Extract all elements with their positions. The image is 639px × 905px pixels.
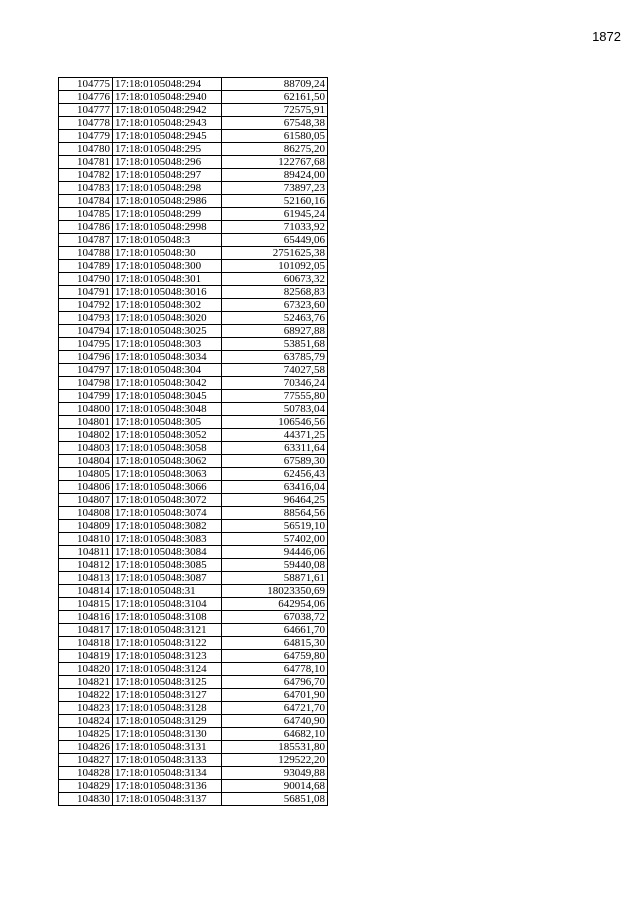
row-number-cell: 104830 <box>59 793 113 806</box>
cadastral-value-cell: 70346,24 <box>222 377 328 390</box>
cadastral-value-cell: 67589,30 <box>222 455 328 468</box>
row-number-cell: 104777 <box>59 104 113 117</box>
row-number-cell: 104791 <box>59 286 113 299</box>
cadastral-number-cell: 17:18:0105048:3130 <box>113 728 222 741</box>
row-number-cell: 104818 <box>59 637 113 650</box>
row-number-cell: 104792 <box>59 299 113 312</box>
cadastral-value-cell: 88564,56 <box>222 507 328 520</box>
row-number-cell: 104811 <box>59 546 113 559</box>
row-number-cell: 104822 <box>59 689 113 702</box>
cadastral-value-cell: 64721,70 <box>222 702 328 715</box>
row-number-cell: 104798 <box>59 377 113 390</box>
cadastral-value-cell: 63416,04 <box>222 481 328 494</box>
cadastral-value-cell: 96464,25 <box>222 494 328 507</box>
cadastral-number-cell: 17:18:0105048:299 <box>113 208 222 221</box>
row-number-cell: 104819 <box>59 650 113 663</box>
cadastral-number-cell: 17:18:0105048:3083 <box>113 533 222 546</box>
cadastral-number-cell: 17:18:0105048:3122 <box>113 637 222 650</box>
cadastral-value-cell: 44371,25 <box>222 429 328 442</box>
cadastral-value-cell: 56851,08 <box>222 793 328 806</box>
cadastral-number-cell: 17:18:0105048:295 <box>113 143 222 156</box>
row-number-cell: 104784 <box>59 195 113 208</box>
row-number-cell: 104794 <box>59 325 113 338</box>
table-row <box>59 390 328 403</box>
row-number-cell: 104797 <box>59 364 113 377</box>
row-number-cell: 104787 <box>59 234 113 247</box>
row-number-cell: 104788 <box>59 247 113 260</box>
cadastral-number-cell: 17:18:0105048:3045 <box>113 390 222 403</box>
cadastral-value-cell: 77555,80 <box>222 390 328 403</box>
cadastral-number-cell: 17:18:0105048:3052 <box>113 429 222 442</box>
row-number-cell: 104808 <box>59 507 113 520</box>
table-row <box>59 546 328 559</box>
cadastral-value-cell: 63311,64 <box>222 442 328 455</box>
cadastral-number-cell: 17:18:0105048:3134 <box>113 767 222 780</box>
row-number-cell: 104814 <box>59 585 113 598</box>
cadastral-value-cell: 50783,04 <box>222 403 328 416</box>
cadastral-number-cell: 17:18:0105048:2943 <box>113 117 222 130</box>
cadastral-value-cell: 82568,83 <box>222 286 328 299</box>
table-row <box>59 169 328 182</box>
table-row <box>59 702 328 715</box>
table-row <box>59 416 328 429</box>
row-number-cell: 104810 <box>59 533 113 546</box>
row-number-cell: 104827 <box>59 754 113 767</box>
cadastral-value-cell: 71033,92 <box>222 221 328 234</box>
cadastral-number-cell: 17:18:0105048:3058 <box>113 442 222 455</box>
row-number-cell: 104793 <box>59 312 113 325</box>
row-number-cell: 104807 <box>59 494 113 507</box>
cadastral-value-cell: 64796,70 <box>222 676 328 689</box>
cadastral-number-cell: 17:18:0105048:3087 <box>113 572 222 585</box>
cadastral-value-cell: 18023350,69 <box>222 585 328 598</box>
table-row <box>59 780 328 793</box>
table-row <box>59 403 328 416</box>
row-number-cell: 104812 <box>59 559 113 572</box>
row-number-cell: 104785 <box>59 208 113 221</box>
row-number-cell: 104825 <box>59 728 113 741</box>
table-row <box>59 143 328 156</box>
cadastral-value-cell: 63785,79 <box>222 351 328 364</box>
table-row <box>59 273 328 286</box>
table-row <box>59 767 328 780</box>
cadastral-value-cell: 72575,91 <box>222 104 328 117</box>
row-number-cell: 104813 <box>59 572 113 585</box>
cadastral-number-cell: 17:18:0105048:3066 <box>113 481 222 494</box>
table-row <box>59 299 328 312</box>
table-row <box>59 572 328 585</box>
cadastral-value-cell: 56519,10 <box>222 520 328 533</box>
cadastral-value-cell: 94446,06 <box>222 546 328 559</box>
table-row <box>59 650 328 663</box>
table-row <box>59 507 328 520</box>
table-row <box>59 130 328 143</box>
cadastral-value-cell: 61945,24 <box>222 208 328 221</box>
row-number-cell: 104786 <box>59 221 113 234</box>
cadastral-number-cell: 17:18:0105048:303 <box>113 338 222 351</box>
table-row <box>59 494 328 507</box>
cadastral-number-cell: 17:18:0105048:3042 <box>113 377 222 390</box>
cadastral-number-cell: 17:18:0105048:3129 <box>113 715 222 728</box>
row-number-cell: 104824 <box>59 715 113 728</box>
table-row <box>59 312 328 325</box>
cadastral-value-cell: 60673,32 <box>222 273 328 286</box>
cadastral-value-cell: 53851,68 <box>222 338 328 351</box>
table-row <box>59 520 328 533</box>
row-number-cell: 104802 <box>59 429 113 442</box>
table-row <box>59 676 328 689</box>
cadastral-value-cell: 68927,88 <box>222 325 328 338</box>
row-number-cell: 104778 <box>59 117 113 130</box>
table-row <box>59 468 328 481</box>
row-number-cell: 104828 <box>59 767 113 780</box>
table-row <box>59 559 328 572</box>
cadastral-number-cell: 17:18:0105048:2942 <box>113 104 222 117</box>
cadastral-value-cell: 74027,58 <box>222 364 328 377</box>
cadastral-number-cell: 17:18:0105048:3062 <box>113 455 222 468</box>
row-number-cell: 104817 <box>59 624 113 637</box>
cadastral-number-cell: 17:18:0105048:31 <box>113 585 222 598</box>
cadastral-value-cell: 2751625,38 <box>222 247 328 260</box>
cadastral-value-cell: 52463,76 <box>222 312 328 325</box>
cadastral-number-cell: 17:18:0105048:3121 <box>113 624 222 637</box>
table-row <box>59 286 328 299</box>
cadastral-value-cell: 67323,60 <box>222 299 328 312</box>
table-row <box>59 377 328 390</box>
table-row <box>59 429 328 442</box>
row-number-cell: 104779 <box>59 130 113 143</box>
cadastral-number-cell: 17:18:0105048:3048 <box>113 403 222 416</box>
cadastral-number-cell: 17:18:0105048:3104 <box>113 598 222 611</box>
row-number-cell: 104809 <box>59 520 113 533</box>
table-row <box>59 689 328 702</box>
table-row <box>59 260 328 273</box>
cadastral-number-cell: 17:18:0105048:3 <box>113 234 222 247</box>
cadastral-number-cell: 17:18:0105048:294 <box>113 78 222 91</box>
cadastral-number-cell: 17:18:0105048:3020 <box>113 312 222 325</box>
row-number-cell: 104821 <box>59 676 113 689</box>
cadastral-value-table <box>58 77 328 806</box>
cadastral-number-cell: 17:18:0105048:3127 <box>113 689 222 702</box>
table-row <box>59 637 328 650</box>
table-row <box>59 182 328 195</box>
table-row <box>59 351 328 364</box>
row-number-cell: 104776 <box>59 91 113 104</box>
table-body <box>59 78 328 806</box>
cadastral-value-cell: 62161,50 <box>222 91 328 104</box>
cadastral-value-cell: 57402,00 <box>222 533 328 546</box>
cadastral-number-cell: 17:18:0105048:3034 <box>113 351 222 364</box>
cadastral-number-cell: 17:18:0105048:304 <box>113 364 222 377</box>
table-row <box>59 533 328 546</box>
cadastral-number-cell: 17:18:0105048:3123 <box>113 650 222 663</box>
cadastral-number-cell: 17:18:0105048:3136 <box>113 780 222 793</box>
cadastral-value-cell: 89424,00 <box>222 169 328 182</box>
cadastral-value-cell: 86275,20 <box>222 143 328 156</box>
row-number-cell: 104790 <box>59 273 113 286</box>
table-row <box>59 754 328 767</box>
cadastral-number-cell: 17:18:0105048:3125 <box>113 676 222 689</box>
row-number-cell: 104796 <box>59 351 113 364</box>
table-row <box>59 624 328 637</box>
page-number: 1872 <box>592 29 621 44</box>
row-number-cell: 104799 <box>59 390 113 403</box>
table-row <box>59 338 328 351</box>
cadastral-value-cell: 642954,06 <box>222 598 328 611</box>
cadastral-number-cell: 17:18:0105048:3016 <box>113 286 222 299</box>
cadastral-number-cell: 17:18:0105048:3128 <box>113 702 222 715</box>
cadastral-number-cell: 17:18:0105048:3084 <box>113 546 222 559</box>
table-row <box>59 442 328 455</box>
row-number-cell: 104816 <box>59 611 113 624</box>
cadastral-value-cell: 58871,61 <box>222 572 328 585</box>
cadastral-value-cell: 64815,30 <box>222 637 328 650</box>
cadastral-number-cell: 17:18:0105048:3124 <box>113 663 222 676</box>
cadastral-number-cell: 17:18:0105048:30 <box>113 247 222 260</box>
row-number-cell: 104801 <box>59 416 113 429</box>
row-number-cell: 104823 <box>59 702 113 715</box>
cadastral-value-cell: 93049,88 <box>222 767 328 780</box>
cadastral-value-cell: 73897,23 <box>222 182 328 195</box>
table-row <box>59 234 328 247</box>
table-row <box>59 325 328 338</box>
cadastral-number-cell: 17:18:0105048:3133 <box>113 754 222 767</box>
cadastral-value-cell: 88709,24 <box>222 78 328 91</box>
cadastral-value-cell: 122767,68 <box>222 156 328 169</box>
cadastral-value-cell: 106546,56 <box>222 416 328 429</box>
row-number-cell: 104789 <box>59 260 113 273</box>
cadastral-number-cell: 17:18:0105048:3137 <box>113 793 222 806</box>
cadastral-value-cell: 64661,70 <box>222 624 328 637</box>
cadastral-value-cell: 64740,90 <box>222 715 328 728</box>
table-row <box>59 104 328 117</box>
cadastral-number-cell: 17:18:0105048:302 <box>113 299 222 312</box>
row-number-cell: 104829 <box>59 780 113 793</box>
cadastral-value-cell: 52160,16 <box>222 195 328 208</box>
row-number-cell: 104781 <box>59 156 113 169</box>
table-row <box>59 793 328 806</box>
cadastral-value-cell: 101092,05 <box>222 260 328 273</box>
cadastral-value-cell: 64778,10 <box>222 663 328 676</box>
cadastral-value-cell: 64759,80 <box>222 650 328 663</box>
row-number-cell: 104820 <box>59 663 113 676</box>
cadastral-value-cell: 61580,05 <box>222 130 328 143</box>
cadastral-number-cell: 17:18:0105048:305 <box>113 416 222 429</box>
table-row <box>59 728 328 741</box>
row-number-cell: 104783 <box>59 182 113 195</box>
table-row <box>59 598 328 611</box>
cadastral-value-cell: 90014,68 <box>222 780 328 793</box>
table-row <box>59 208 328 221</box>
row-number-cell: 104806 <box>59 481 113 494</box>
cadastral-number-cell: 17:18:0105048:301 <box>113 273 222 286</box>
cadastral-number-cell: 17:18:0105048:3025 <box>113 325 222 338</box>
row-number-cell: 104800 <box>59 403 113 416</box>
cadastral-number-cell: 17:18:0105048:296 <box>113 156 222 169</box>
cadastral-value-cell: 129522,20 <box>222 754 328 767</box>
cadastral-number-cell: 17:18:0105048:298 <box>113 182 222 195</box>
cadastral-value-cell: 64682,10 <box>222 728 328 741</box>
cadastral-number-cell: 17:18:0105048:3063 <box>113 468 222 481</box>
row-number-cell: 104795 <box>59 338 113 351</box>
table-row <box>59 195 328 208</box>
cadastral-number-cell: 17:18:0105048:2986 <box>113 195 222 208</box>
table-row <box>59 611 328 624</box>
row-number-cell: 104815 <box>59 598 113 611</box>
cadastral-value-cell: 67548,38 <box>222 117 328 130</box>
table-row <box>59 156 328 169</box>
table-row <box>59 221 328 234</box>
table-row <box>59 247 328 260</box>
table-row <box>59 78 328 91</box>
cadastral-number-cell: 17:18:0105048:3108 <box>113 611 222 624</box>
row-number-cell: 104803 <box>59 442 113 455</box>
table-row <box>59 663 328 676</box>
cadastral-number-cell: 17:18:0105048:2940 <box>113 91 222 104</box>
row-number-cell: 104780 <box>59 143 113 156</box>
row-number-cell: 104775 <box>59 78 113 91</box>
cadastral-value-cell: 59440,08 <box>222 559 328 572</box>
table-row <box>59 715 328 728</box>
cadastral-number-cell: 17:18:0105048:3085 <box>113 559 222 572</box>
cadastral-number-cell: 17:18:0105048:297 <box>113 169 222 182</box>
cadastral-number-cell: 17:18:0105048:3082 <box>113 520 222 533</box>
row-number-cell: 104826 <box>59 741 113 754</box>
cadastral-number-cell: 17:18:0105048:3072 <box>113 494 222 507</box>
table-row <box>59 741 328 754</box>
table-row <box>59 455 328 468</box>
row-number-cell: 104805 <box>59 468 113 481</box>
cadastral-number-cell: 17:18:0105048:3131 <box>113 741 222 754</box>
cadastral-value-cell: 62456,43 <box>222 468 328 481</box>
row-number-cell: 104804 <box>59 455 113 468</box>
cadastral-value-cell: 185531,80 <box>222 741 328 754</box>
table-row <box>59 117 328 130</box>
row-number-cell: 104782 <box>59 169 113 182</box>
cadastral-number-cell: 17:18:0105048:300 <box>113 260 222 273</box>
table-row <box>59 91 328 104</box>
table-row <box>59 481 328 494</box>
cadastral-value-cell: 65449,06 <box>222 234 328 247</box>
table-row <box>59 364 328 377</box>
cadastral-number-cell: 17:18:0105048:3074 <box>113 507 222 520</box>
table-row <box>59 585 328 598</box>
cadastral-number-cell: 17:18:0105048:2945 <box>113 130 222 143</box>
cadastral-value-cell: 67038,72 <box>222 611 328 624</box>
cadastral-value-cell: 64701,90 <box>222 689 328 702</box>
cadastral-number-cell: 17:18:0105048:2998 <box>113 221 222 234</box>
